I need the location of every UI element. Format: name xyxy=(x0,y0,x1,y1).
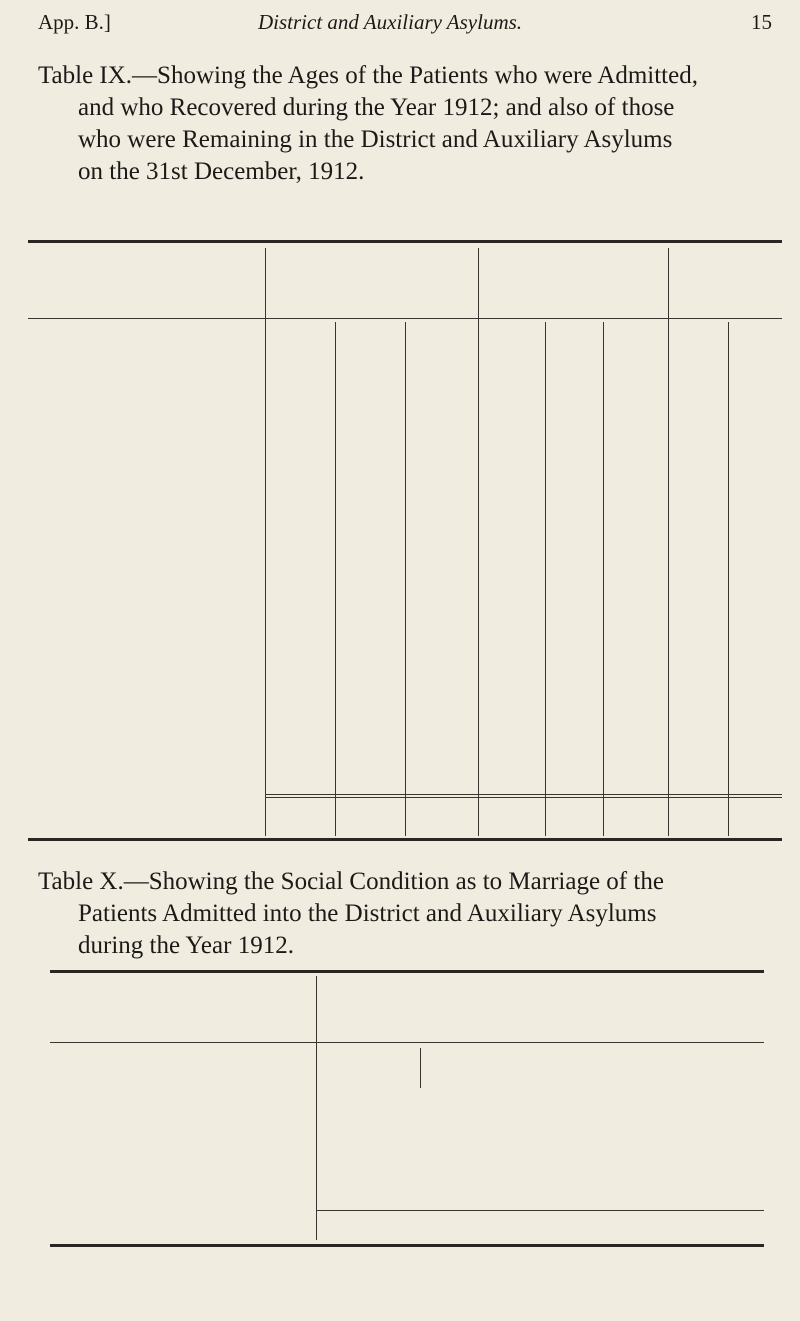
column-divider xyxy=(603,322,604,836)
column-divider xyxy=(478,248,479,836)
column-divider xyxy=(545,322,546,836)
header-divider xyxy=(50,1042,764,1043)
table10-caption-line: Table X.—Showing the Social Condition as to Marriage of the xyxy=(38,868,664,895)
table10-caption-line: during the Year 1912. xyxy=(78,932,294,959)
top-rule xyxy=(50,970,764,973)
table9-caption-line: who were Remaining in the District and Auxiliary Asylums xyxy=(78,126,673,153)
column-divider xyxy=(335,322,336,836)
bottom-rule xyxy=(28,838,782,841)
column-divider xyxy=(420,1048,421,1088)
bottom-rule xyxy=(50,1244,764,1247)
column-divider xyxy=(405,322,406,836)
table10-caption-line: Patients Admitted into the District and Auxiliary Asylums xyxy=(78,900,657,927)
page-number: 15 xyxy=(751,10,772,34)
top-rule xyxy=(28,240,782,243)
column-divider xyxy=(265,248,266,836)
table9-caption-line: and who Recovered during the Year 1912; and also of those xyxy=(78,94,675,121)
total-divider xyxy=(316,1210,764,1211)
table9-caption-line: on the 31st December, 1912. xyxy=(78,158,365,185)
table10-caption xyxy=(38,866,778,962)
column-divider xyxy=(728,322,729,836)
column-divider xyxy=(668,248,669,836)
table9-caption-line: Table IX.—Showing the Ages of the Patients who were Admitted, xyxy=(38,62,698,89)
table9-caption xyxy=(38,60,778,188)
column-divider xyxy=(316,976,317,1240)
total-divider xyxy=(265,794,782,795)
total-divider xyxy=(265,797,782,798)
running-head-title: District and Auxiliary Asylums. xyxy=(258,10,523,34)
running-head-left: App. B.] xyxy=(38,10,111,34)
